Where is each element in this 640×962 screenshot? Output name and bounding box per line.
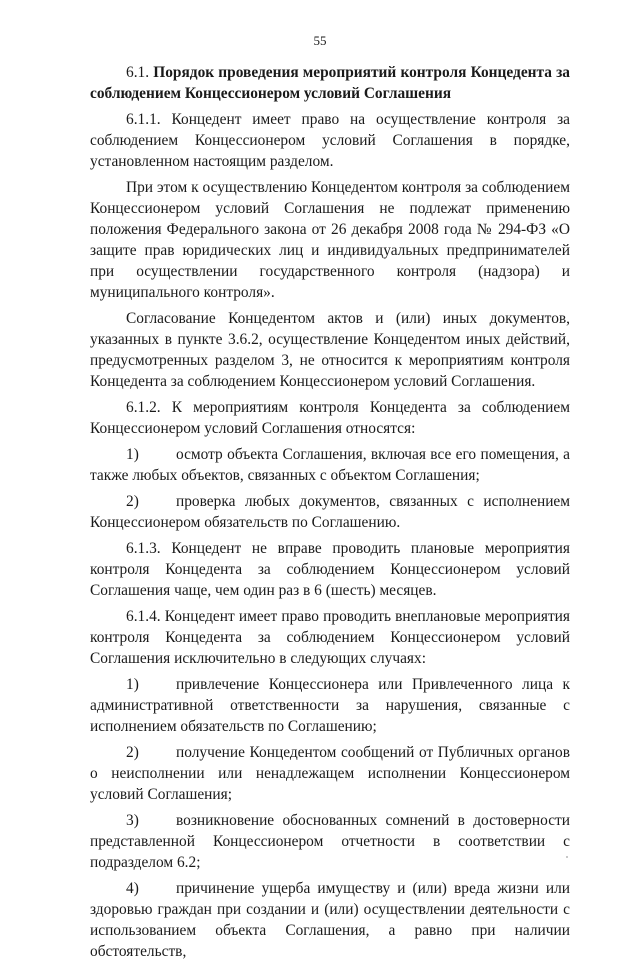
paragraph-6-1-1: 6.1.1. Концедент имеет право на осуществление контроля за соблюдением Концессионером условий Соглашения в порядке, установленном настоящим разделом. bbox=[90, 111, 570, 170]
list-item bbox=[90, 878, 570, 962]
section-title: Порядок проведения мероприятий контроля Концедента за соблюдением Концессионером условий Соглашения bbox=[90, 64, 570, 102]
list-item bbox=[90, 491, 570, 533]
list-item-text: осмотр объекта Соглашения, включая все его помещения, а также любых объектов, связанных с объектом Соглашения; bbox=[90, 446, 570, 484]
list-item bbox=[90, 674, 570, 737]
list-item-number: 1) bbox=[126, 446, 139, 463]
list-item-number: 1) bbox=[126, 676, 139, 693]
list-item bbox=[90, 742, 570, 805]
document-body bbox=[90, 62, 570, 962]
list-item-number: 4) bbox=[126, 880, 139, 897]
scan-dot bbox=[566, 856, 568, 858]
section-number: 6.1. bbox=[126, 64, 150, 81]
list-item-text: возникновение обоснованных сомнений в достоверности представленной Концессионером отчетности в соответствии с подразделом 6.2; bbox=[90, 812, 570, 871]
paragraph-6-1-4: 6.1.4. Концедент имеет право проводить внеплановые мероприятия контроля Концедента за соблюдением Концессионером условий Соглашения исключительно в следующих случаях: bbox=[90, 608, 570, 667]
list-item-text: получение Концедентом сообщений от Публичных органов о неисполнении или ненадлежащем исполнении Концессионером условий Соглашения; bbox=[90, 744, 570, 803]
paragraph-approval: Согласование Концедентом актов и (или) иных документов, указанных в пункте 3.6.2, осуществление Концедентом иных действий, предусмотренных разделом 3, не относится к мероприятиям контроля Концедента за соблюдением Концессионером условий Соглашения. bbox=[90, 310, 570, 390]
list-item bbox=[90, 444, 570, 486]
list-item-number: 2) bbox=[126, 744, 139, 761]
list-item-text: привлечение Концессионера или Привлеченного лица к административной ответственности за нарушения, связанные с исполнением обязательств по Соглашению; bbox=[90, 676, 570, 735]
paragraph-6-1-3: 6.1.3. Концедент не вправе проводить плановые мероприятия контроля Концедента за соблюдением Концессионером условий Соглашения чаще, чем один раз в 6 (шесть) месяцев. bbox=[90, 540, 570, 599]
paragraph-federal-law: При этом к осуществлению Концедентом контроля за соблюдением Концессионером условий Соглашения не подлежат применению положения Федерального закона от 26 декабря 2008 года № 294-ФЗ «О защите прав юридических лиц и индивидуальных предпринимателей при осуществлении государственного контроля (надзора) и муниципального контроля». bbox=[90, 179, 570, 301]
section-heading bbox=[90, 62, 570, 104]
list-item-text: причинение ущерба имуществу и (или) вреда жизни или здоровью граждан при создании и (или) осуществлении деятельности с использованием объекта Соглашения, а равно при наличии обстоятельств, bbox=[90, 880, 570, 960]
list-item-text: проверка любых документов, связанных с исполнением Концессионером обязательств по Соглашению. bbox=[90, 493, 570, 531]
list-item-number: 3) bbox=[126, 812, 139, 829]
list-item-number: 2) bbox=[126, 493, 139, 510]
list-item bbox=[90, 810, 570, 873]
page-number: 55 bbox=[313, 33, 327, 48]
paragraph-6-1-2: 6.1.2. К мероприятиям контроля Концедента за соблюдением Концессионером условий Соглашения относятся: bbox=[90, 399, 570, 437]
